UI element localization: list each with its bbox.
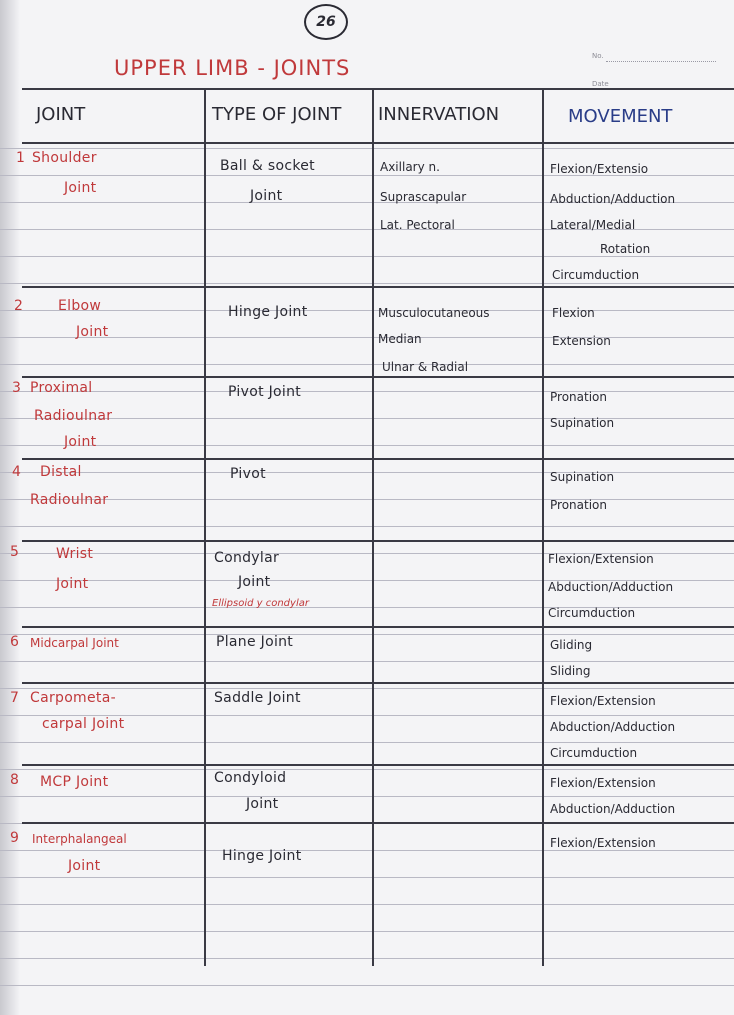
row-divider [22,286,734,288]
column-divider-1 [204,88,206,966]
joint-type: Plane Joint [216,634,294,650]
ruled-line [0,310,734,311]
no-line [606,61,716,62]
movement-item: Circumduction [552,268,640,282]
joint-type-note: Ellipsoid y condylar [212,598,309,609]
header-joint: JOINT [36,104,86,125]
ruled-line [0,877,734,878]
joint-name: Joint [64,180,97,196]
movement-item: Flexion/Extension [550,776,656,790]
joint-name: Joint [76,324,109,340]
joint-name: carpal Joint [42,716,125,732]
joint-name: Distal [40,464,82,480]
joint-type: Joint [238,574,271,590]
joint-type: Condylar [214,550,280,566]
movement-item: Abduction/Adduction [550,192,676,206]
ruled-line [0,985,734,986]
header-type-of-joint: TYPE OF JOINT [212,104,342,125]
row-number-7: 7 [10,690,20,706]
ruled-line [0,391,734,392]
joint-type: Joint [250,188,283,204]
joint-name: Joint [56,576,89,592]
movement-item: Circumduction [548,606,636,620]
ruled-line [0,256,734,257]
joint-type: Hinge Joint [228,304,308,320]
movement-item: Gliding [550,638,593,652]
row-number-6: 6 [10,634,20,650]
row-number-2: 2 [14,298,24,314]
row-divider [22,764,734,766]
movement-item: Flexion/Extension [550,694,656,708]
movement-item: Rotation [600,242,651,256]
innervation-item: Median [378,332,422,346]
row-number-1: 1 [16,150,26,166]
joint-name: Midcarpal Joint [30,636,119,650]
ruled-line [0,445,734,446]
joint-type: Pivot [230,466,266,482]
ruled-line [0,634,734,635]
ruled-line [0,499,734,500]
ruled-line [0,364,734,365]
row-number-5: 5 [10,544,20,560]
movement-item: Supination [550,416,615,430]
movement-item: Extension [552,334,611,348]
ruled-line [0,769,734,770]
joint-type: Condyloid [214,770,287,786]
joint-name: Interphalangeal [32,832,127,846]
ruled-line [0,472,734,473]
row-divider [22,626,734,628]
movement-item: Sliding [550,664,591,678]
movement-item: Pronation [550,498,607,512]
row-divider [22,540,734,542]
ruled-line [0,850,734,851]
innervation-item: Lat. Pectoral [380,218,455,232]
row-divider [22,822,734,824]
ruled-line [0,526,734,527]
joint-name: Joint [64,434,97,450]
joint-name: Radioulnar [30,492,109,508]
joint-name: MCP Joint [40,774,109,790]
row-number-9: 9 [10,830,20,846]
joint-name: Proximal [30,380,93,396]
table-top-border [22,88,734,90]
ruled-line [0,283,734,284]
movement-item: Abduction/Adduction [550,802,676,816]
joint-type: Pivot Joint [228,384,302,400]
header-innervation: INNERVATION [378,104,500,125]
row-number-4: 4 [12,464,22,480]
movement-item: Pronation [550,390,607,404]
row-divider [22,682,734,684]
joint-type: Ball & socket [220,158,315,174]
column-divider-2 [372,88,374,966]
movement-item: Supination [550,470,615,484]
innervation-item: Ulnar & Radial [382,360,469,374]
movement-item: Abduction/Adduction [550,720,676,734]
row-divider [22,458,734,460]
joint-name: Joint [68,858,101,874]
ruled-line [0,337,734,338]
row-number-3: 3 [12,380,22,396]
movement-item: Circumduction [550,746,638,760]
movement-item: Abduction/Adduction [548,580,674,594]
page-title: UPPER LIMB - JOINTS [114,56,351,80]
header-movement: MOVEMENT [568,106,673,127]
column-divider-3 [542,88,544,966]
joint-name: Shoulder [32,150,97,166]
joint-name: Elbow [58,298,102,314]
row-divider [22,376,734,378]
ruled-line [0,661,734,662]
ruled-line [0,796,734,797]
movement-item: Flexion/Extension [548,552,654,566]
page-number: 26 [304,4,348,40]
joint-type: Joint [246,796,279,812]
joint-type: Saddle Joint [214,690,301,706]
movement-item: Flexion/Extension [550,836,656,850]
ruled-line [0,904,734,905]
ruled-line [0,148,734,149]
header-bottom-border [22,142,734,144]
ruled-line [0,688,734,689]
joint-name: Carpometa- [30,690,116,706]
joint-type: Hinge Joint [222,848,302,864]
joint-name: Radioulnar [34,408,113,424]
movement-item: Lateral/Medial [550,218,636,232]
no-label: No. [592,52,604,60]
innervation-item: Musculocutaneous [378,306,490,320]
joint-name: Wrist [56,546,94,562]
movement-item: Flexion [552,306,595,320]
ruled-line [0,742,734,743]
ruled-line [0,958,734,959]
date-label: Date [592,80,609,88]
movement-item: Flexion/Extensio [550,162,649,176]
ruled-line [0,931,734,932]
innervation-item: Suprascapular [380,190,467,204]
innervation-item: Axillary n. [380,160,440,174]
row-number-8: 8 [10,772,20,788]
